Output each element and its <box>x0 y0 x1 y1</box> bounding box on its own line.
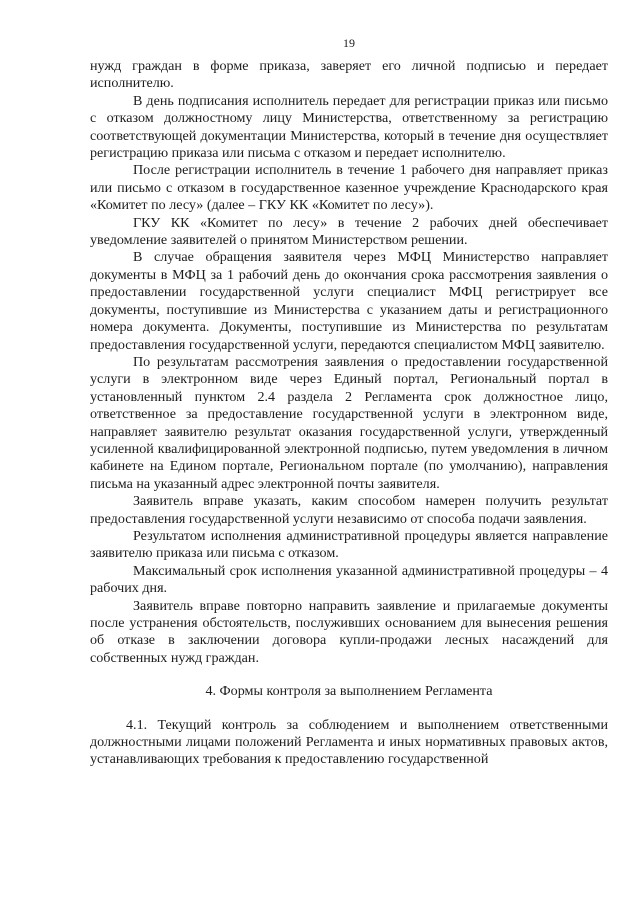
paragraph-gku-notification: ГКУ КК «Комитет по лесу» в течение 2 рабочих дней обеспечивает уведомление заявителей о принятом Министерством решении. <box>90 214 608 249</box>
paragraph-registration: В день подписания исполнитель передает для регистрации приказ или письмо с отказом должностному лицу Министерства, ответственному за регистрацию соответствующей документации Министерства, который в течение дня осуществляет регистрацию приказа или письма с отказом и передает исполнителю. <box>90 92 608 162</box>
paragraph-applicant-method: Заявитель вправе указать, каким способом намерен получить результат предоставления государственной услуги независимо от способа подачи заявления. <box>90 493 608 527</box>
paragraph-mfc: В случае обращения заявителя через МФЦ Министерство направляет документы в МФЦ за 1 рабочий день до окончания срока рассмотрения заявления о предоставлении государственной услуги специалист МФЦ регистрирует все документы, поступившие из Министерства с указанием даты и регистрационного номера документа. Документы, поступившие из Министерства по результатам предоставления государственной услуги, передаются специалистом МФЦ заявителю. <box>90 249 608 353</box>
paragraph-electronic: По результатам рассмотрения заявления о предоставлении государственной услуги в электронном виде через Единый портал, Региональный портал в установленный пунктом 2.4 раздела 2 Регламента срок должностное лицо, ответственное за предоставление государственной услуги в электронном виде, направляет заявителю результат оказания государственной услуги, утвержденный усиленной квалифицированной электронной подписью, путем уведомления в личном кабинете на Едином портале, Региональном портале (по умолчанию), направления письма на указанный адрес электронной почты заявителя. <box>90 353 608 492</box>
section-heading: 4. Формы контроля за выполнением Регламента <box>205 683 493 700</box>
paragraph-repeat-application: Заявитель вправе повторно направить заявление и прилагаемые документы после устранения обстоятельств, послуживших основанием для вынесения решения об отказе в заключении договора купли-продажи лесных насаждений для собственных нужд граждан. <box>90 597 608 666</box>
paragraph-max-term: Максимальный срок исполнения указанной административной процедуры – 4 рабочих дня. <box>90 562 608 597</box>
paragraph-continuation: нужд граждан в форме приказа, заверяет его личной подписью и передает исполнителю. <box>90 58 608 92</box>
paragraph-after-registration: После регистрации исполнитель в течение 1 рабочего дня направляет приказ или письмо с отказом в государственное казенное учреждение Краснодарского края «Комитет по лесу» (далее – ГКУ КК «Комитет по лесу»). <box>90 162 608 214</box>
paragraph-result: Результатом исполнения административной процедуры является направление заявителю приказа или письма с отказом. <box>90 527 608 562</box>
page-number: 19 <box>343 36 355 50</box>
section-item-4-1: 4.1. Текущий контроль за соблюдением и выполнением ответственными должностными лицами положений Регламента и иных нормативных правовых актов, устанавливающих требования к предоставлению государственной <box>90 716 608 768</box>
